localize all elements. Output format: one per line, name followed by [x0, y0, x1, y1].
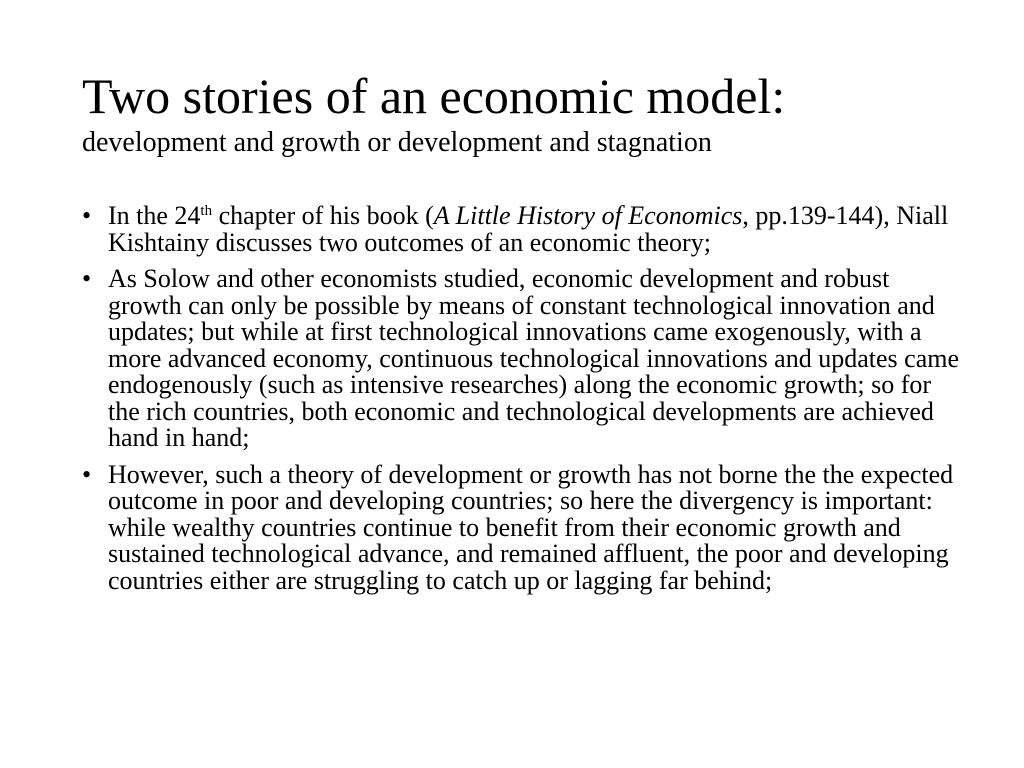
- bullet-1-superscript: th: [200, 203, 213, 219]
- title-block: [82, 68, 982, 160]
- bullet-text-1: [108, 201, 948, 257]
- bullet-1-book-title: A Little History of Economics: [433, 201, 743, 230]
- bullet-item-1: [82, 203, 962, 256]
- bullet-item-3: [82, 459, 962, 595]
- bullet-1-mid: chapter of his book (: [212, 201, 434, 230]
- bullet-marker: •: [82, 459, 92, 489]
- bullet-1-pre: In the 24: [108, 201, 201, 230]
- bullet-text-3: However, such a theory of development or growth has not borne the the expected outcome in poor and developing countries; so here the divergency is important: while wealthy countries continue to benefit from their economic growth and sustained technological advance, and remained affluent, the poor and developing countries either are struggling to catch up or lagging far behind;: [108, 459, 954, 595]
- slide-title: Two stories of an economic model:: [82, 68, 786, 124]
- bullet-1-post: , pp.139-144), Niall Kishtainy discusses two outcomes of an economic theory;: [108, 201, 949, 257]
- slide-subtitle: development and growth or development and stagnation: [82, 127, 712, 158]
- bullet-marker: •: [82, 201, 92, 230]
- bullet-list: [82, 203, 962, 604]
- bullet-text-2: As Solow and other economists studied, economic development and robust growth can only be possible by means of constant technological innovation and updates; but while at first technological innovations came exogenously, with a more advanced economy, continuous technological innovations and updates came endogenously (such as intensive researches) along the economic growth; so for the rich countries, both economic and technological developments are achieved hand in hand;: [108, 264, 959, 452]
- bullet-marker: •: [82, 264, 92, 293]
- bullet-item-2: [82, 266, 962, 452]
